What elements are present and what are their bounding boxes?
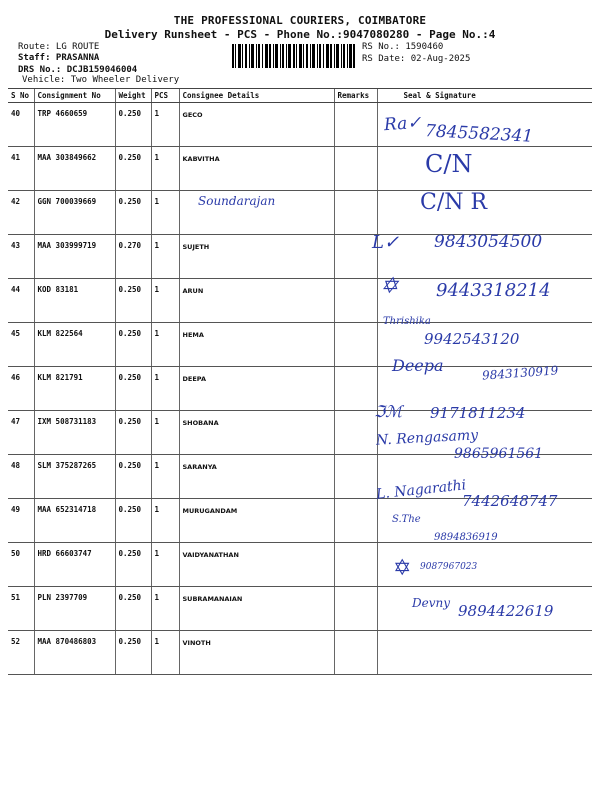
cell-signature: [377, 543, 592, 587]
cell-consignment: KOD 83181: [34, 279, 115, 323]
cell-signature: [377, 587, 592, 631]
cell-remarks: [334, 455, 377, 499]
cell-pcs: 1: [151, 543, 179, 587]
phone-46: 9843130919: [481, 363, 559, 383]
table-row: [8, 543, 592, 587]
cell-remarks: [334, 499, 377, 543]
cell-signature: [377, 499, 592, 543]
cell-weight: 0.250: [115, 587, 151, 631]
cell-sno: 47: [8, 411, 34, 455]
cell-signature: [377, 631, 592, 675]
table-row: [8, 191, 592, 235]
cell-consignee: KABVITHA: [179, 147, 334, 191]
cell-consignee: GECO: [179, 103, 334, 147]
cell-consignee: HEMA: [179, 323, 334, 367]
table-row: [8, 323, 592, 367]
cell-signature: [377, 323, 592, 367]
table-row: [8, 631, 592, 675]
cell-weight: 0.250: [115, 279, 151, 323]
cell-consignee: DEEPA: [179, 367, 334, 411]
phone-48: 9865961561: [454, 446, 544, 462]
cell-signature: [377, 235, 592, 279]
table-row: [8, 147, 592, 191]
phone-40: 7845582341: [424, 121, 534, 147]
table-row: [8, 235, 592, 279]
col-consignment: Consignment No: [34, 89, 115, 103]
col-pcs: PCS: [151, 89, 179, 103]
cell-consignment: TRP 4660659: [34, 103, 115, 147]
cell-consignee: SUJETH: [179, 235, 334, 279]
cell-remarks: [334, 279, 377, 323]
drs-number: DRS No.: DCJB159046004: [18, 65, 138, 75]
col-signature: Seal & Signature: [377, 89, 592, 103]
signature-52: Devny: [412, 596, 451, 610]
cell-remarks: [334, 543, 377, 587]
cell-signature: [377, 411, 592, 455]
table-row: [8, 499, 592, 543]
phone-50b: 9894836919: [434, 532, 498, 543]
cell-pcs: 1: [151, 323, 179, 367]
cell-sno: 42: [8, 191, 34, 235]
table-header-row: [8, 89, 592, 103]
table-row: [8, 411, 592, 455]
col-weight: Weight: [115, 89, 151, 103]
cell-weight: 0.250: [115, 411, 151, 455]
cell-remarks: [334, 367, 377, 411]
cell-consignee: ARUN: [179, 279, 334, 323]
table-row: [8, 587, 592, 631]
cell-consignment: MAA 652314718: [34, 499, 115, 543]
cell-weight: 0.250: [115, 499, 151, 543]
cell-consignment: PLN 2397709: [34, 587, 115, 631]
cell-signature: [377, 367, 592, 411]
rs-number: RS No.: 1590460: [362, 42, 444, 52]
cn-mark-41: C/N: [425, 150, 473, 178]
cell-remarks: [334, 147, 377, 191]
cell-weight: 0.250: [115, 147, 151, 191]
cell-sno: 46: [8, 367, 34, 411]
cell-consignment: HRD 66603747: [34, 543, 115, 587]
cell-sno: 41: [8, 147, 34, 191]
signature-44: ✡: [380, 274, 399, 299]
cell-pcs: 1: [151, 235, 179, 279]
phone-43: 9843054500: [434, 232, 543, 252]
cell-pcs: 1: [151, 279, 179, 323]
cell-consignment: MAA 303849662: [34, 147, 115, 191]
vehicle-label: Vehicle: Two Wheeler Delivery: [22, 75, 180, 85]
cell-weight: 0.250: [115, 191, 151, 235]
phone-50: 7442648747: [462, 492, 558, 510]
cell-consignee: SHOBANA: [179, 411, 334, 455]
cell-signature: [377, 103, 592, 147]
runsheet-table: [8, 88, 592, 675]
cell-pcs: 1: [151, 455, 179, 499]
cell-signature: [377, 147, 592, 191]
table-row: [8, 103, 592, 147]
name-48: N. Rengasamy: [375, 427, 479, 449]
cell-weight: 0.270: [115, 235, 151, 279]
route-label: Route: LG ROUTE: [18, 42, 100, 52]
company-title: THE PROFESSIONAL COURIERS, COIMBATORE: [173, 14, 427, 27]
cell-pcs: 1: [151, 103, 179, 147]
cell-pcs: 1: [151, 587, 179, 631]
table-row: [8, 279, 592, 323]
cell-signature: [377, 455, 592, 499]
cell-consignee: [179, 191, 334, 235]
cell-pcs: 1: [151, 411, 179, 455]
signature-51: ✡: [393, 556, 412, 581]
signature-40: Ra✓: [383, 112, 423, 136]
cell-pcs: 1: [151, 631, 179, 675]
runsheet-title: Delivery Runsheet - PCS - Phone No.:9047080280 - Page No.:4: [104, 28, 496, 41]
cn-mark-42: C/N R: [420, 190, 488, 215]
barcode-icon: [232, 44, 356, 68]
phone-45: 9942543120: [424, 330, 520, 348]
col-consignee: Consignee Details: [179, 89, 334, 103]
cell-pcs: 1: [151, 499, 179, 543]
phone-51: 9087967023: [420, 562, 478, 572]
cell-consignee: VINOTH: [179, 631, 334, 675]
consignee-handwritten-42: Soundarajan: [198, 194, 276, 208]
name-46: Deepa: [392, 356, 444, 375]
cell-remarks: [334, 411, 377, 455]
col-sno: S No: [8, 89, 34, 103]
cell-consignee: MURUGANDAM: [179, 499, 334, 543]
name-50: L. Nagarathi: [375, 477, 467, 503]
cell-weight: 0.250: [115, 455, 151, 499]
signature-50b: S.The: [392, 514, 421, 525]
cell-remarks: [334, 631, 377, 675]
cell-sno: 49: [8, 499, 34, 543]
cell-remarks: [334, 103, 377, 147]
cell-sno: 50: [8, 543, 34, 587]
cell-signature: [377, 191, 592, 235]
cell-sno: 51: [8, 587, 34, 631]
cell-consignment: GGN 700039669: [34, 191, 115, 235]
cell-remarks: [334, 587, 377, 631]
signature-43: L✓: [372, 232, 400, 253]
cell-weight: 0.250: [115, 367, 151, 411]
cell-remarks: [334, 235, 377, 279]
cell-consignee: SUBRAMANAIAN: [179, 587, 334, 631]
rs-date: RS Date: 02-Aug-2025: [362, 54, 471, 64]
signature-47: ℑℳ: [374, 402, 403, 421]
table-row: [8, 455, 592, 499]
cell-consignment: MAA 870486803: [34, 631, 115, 675]
cell-weight: 0.250: [115, 103, 151, 147]
col-remarks: Remarks: [334, 89, 377, 103]
cell-pcs: 1: [151, 147, 179, 191]
cell-consignment: SLM 375287265: [34, 455, 115, 499]
cell-signature: [377, 279, 592, 323]
cell-weight: 0.250: [115, 543, 151, 587]
cell-remarks: [334, 191, 377, 235]
cell-sno: 43: [8, 235, 34, 279]
table-row: [8, 367, 592, 411]
phone-52: 9894422619: [458, 602, 554, 620]
cell-sno: 45: [8, 323, 34, 367]
cell-consignment: KLM 822564: [34, 323, 115, 367]
cell-consignment: MAA 303999719: [34, 235, 115, 279]
staff-label: Staff: PRASANNA: [18, 53, 100, 63]
cell-sno: 52: [8, 631, 34, 675]
cell-consignment: KLM 821791: [34, 367, 115, 411]
name-45: Thrishika: [383, 316, 431, 327]
cell-pcs: 1: [151, 191, 179, 235]
phone-47: 9171811234: [430, 404, 526, 422]
phone-44: 9443318214: [436, 280, 551, 301]
cell-sno: 44: [8, 279, 34, 323]
cell-consignee: VAIDYANATHAN: [179, 543, 334, 587]
cell-weight: 0.250: [115, 631, 151, 675]
cell-weight: 0.250: [115, 323, 151, 367]
cell-sno: 48: [8, 455, 34, 499]
cell-remarks: [334, 323, 377, 367]
cell-consignee: SARANYA: [179, 455, 334, 499]
cell-pcs: 1: [151, 367, 179, 411]
cell-consignment: IXM 508731183: [34, 411, 115, 455]
cell-sno: 40: [8, 103, 34, 147]
